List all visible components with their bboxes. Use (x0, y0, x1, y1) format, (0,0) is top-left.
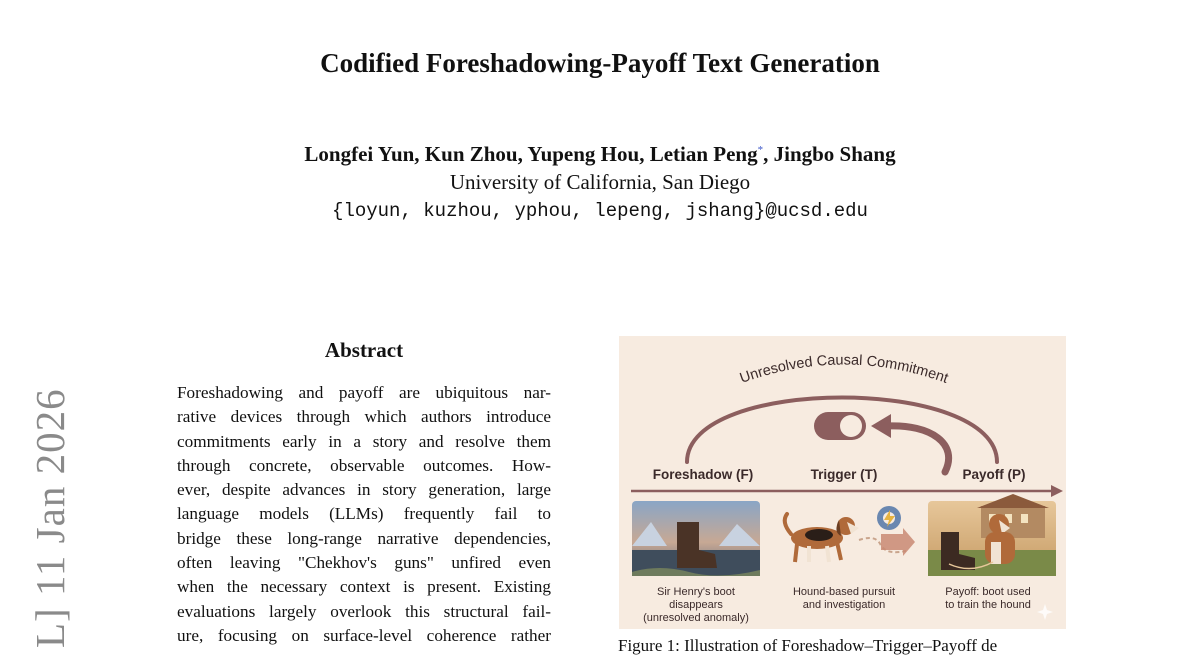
author-names-tail: , Jingbo Shang (763, 142, 896, 166)
affiliation: University of California, San Diego (449, 170, 751, 194)
panel-payoff-boot-hound (928, 494, 1056, 576)
abstract-line: often leaving "Chekhov's guns" unfired even (177, 553, 551, 573)
figure-1 (619, 336, 1066, 629)
abstract-line: language models (LLMs) frequently fail to (177, 504, 551, 524)
stage-trigger-label: Trigger (T) (810, 467, 878, 482)
abstract-line: when the necessary context is present. Existing (177, 577, 551, 597)
abstract-line: ure, focusing on surface-level coherence rather (177, 625, 551, 645)
abstract-line: through concrete, observable outcomes. How- (177, 455, 551, 475)
stage-payoff-label: Payoff (P) (962, 467, 1026, 482)
paper-title: Codified Foreshadowing-Payoff Text Generation (320, 48, 880, 78)
arxiv-stamp: L] 11 Jan 2026 (27, 388, 73, 648)
sparkle-icon (1037, 604, 1053, 620)
abstract-line: evaluations largely overlook this structural fail- (177, 601, 551, 621)
panel-1-caption-line-2: disappears (669, 599, 723, 611)
panel-2-caption-line-2: and investigation (802, 599, 886, 611)
abstract-line: bridge these long-range narrative dependencies, (177, 528, 551, 548)
panel-foreshadow-boot (632, 501, 760, 576)
stage-foreshadow-label: Foreshadow (F) (652, 467, 754, 482)
panel-3-caption-line-1: Payoff: boot used (945, 586, 1031, 598)
curved-arrow-icon (887, 426, 949, 472)
author-names: Longfei Yun, Kun Zhou, Yupeng Hou, Letian Peng (304, 142, 758, 166)
panel-1-caption-line-1: Sir Henry's boot (657, 586, 735, 598)
panel-trigger-hound (785, 506, 915, 562)
toggle-knob (840, 415, 862, 437)
figure-illustration (619, 336, 1066, 629)
corresponding-author-mark: * (757, 144, 764, 156)
abstract-line: commitments early in a story and resolve them (177, 431, 551, 451)
abstract-line: ever, despite advances in story generation, large (177, 480, 551, 500)
abstract-body (177, 381, 551, 648)
panel-3-caption-line-2: to train the hound (945, 599, 1031, 611)
abstract-heading: Abstract (324, 338, 404, 362)
arc-label: Unresolved Causal Commitment (737, 352, 951, 387)
abstract-line: Foreshadowing and payoff are ubiquitous nar- (177, 383, 551, 402)
author-list (0, 142, 1200, 167)
abstract-line: rative devices through which authors introduce (177, 407, 551, 427)
panel-2-caption-line-1: Hound-based pursuit (792, 586, 896, 598)
timeline-arrowhead (1051, 485, 1063, 497)
author-emails: {loyun, kuzhou, yphou, lepeng, jshang}@ucsd.edu (332, 200, 868, 222)
figure-caption: Figure 1: Illustration of Foreshadow–Trigger–Payoff de (618, 636, 998, 655)
curved-arrow-head (871, 414, 891, 438)
panel-1-caption-line-3: (unresolved anomaly) (643, 612, 749, 624)
